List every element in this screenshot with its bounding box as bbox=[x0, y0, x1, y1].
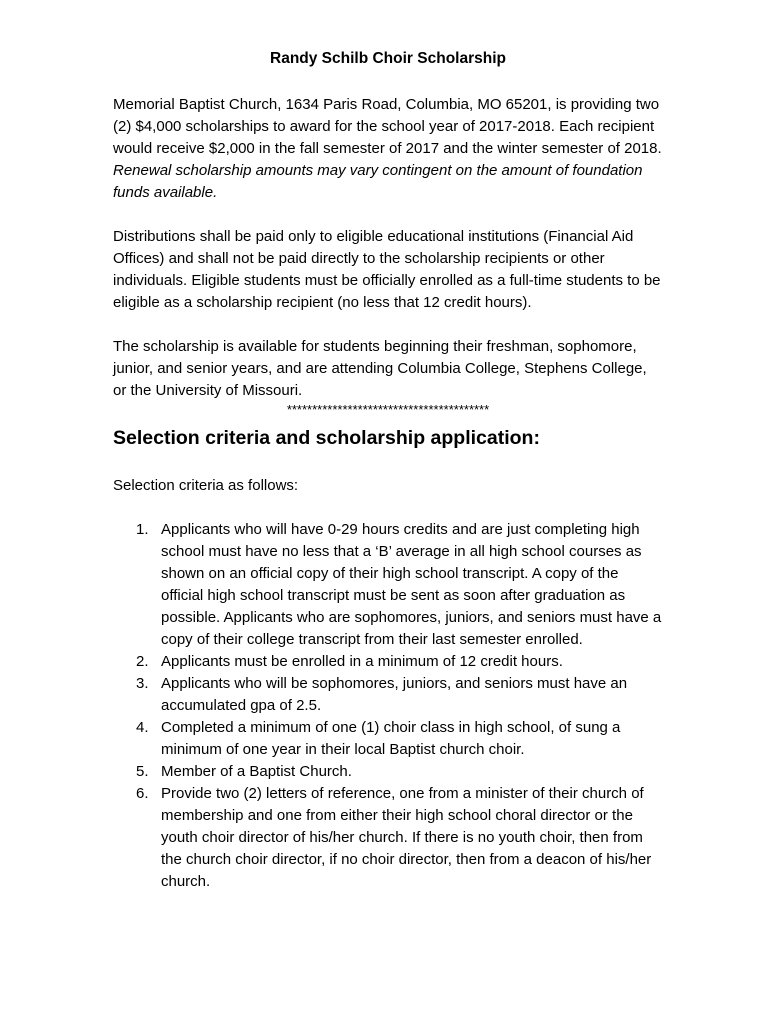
criteria-list bbox=[113, 519, 663, 893]
criteria-item bbox=[113, 783, 663, 893]
criteria-number: 3. bbox=[136, 675, 149, 692]
criteria-item bbox=[113, 651, 663, 673]
criteria-intro: Selection criteria as follows: bbox=[113, 477, 299, 494]
intro-text: Memorial Baptist Church, 1634 Paris Road, Columbia, MO 65201, is providing two (2) $4,000 scholarships to award for the school year of 2017-2018. Each recipient would receive $2,000 in the fall semester of 2017 and the winter semester of 2018. bbox=[113, 96, 662, 157]
separator-line: **************************************** bbox=[286, 402, 490, 417]
intro-paragraph bbox=[113, 94, 663, 204]
distributions-paragraph: Distributions shall be paid only to eligible educational institutions (Financial Aid Offices) and shall not be paid directly to the scholarship recipients or other individuals. Eligible students must be officially enrolled as a full-time students to be eligible as a scholarship recipient (no less that 12 credit hours). bbox=[113, 228, 661, 311]
criteria-text: Applicants must be enrolled in a minimum of 12 credit hours. bbox=[161, 653, 563, 670]
document-title: Randy Schilb Choir Scholarship bbox=[270, 50, 506, 67]
criteria-text: Member of a Baptist Church. bbox=[161, 763, 352, 780]
criteria-number: 4. bbox=[136, 719, 149, 736]
intro-italic-note: Renewal scholarship amounts may vary contingent on the amount of foundation funds available. bbox=[113, 162, 643, 201]
criteria-item bbox=[113, 761, 663, 783]
criteria-number: 1. bbox=[136, 521, 149, 538]
criteria-text: Completed a minimum of one (1) choir class in high school, of sung a minimum of one year in their local Baptist church choir. bbox=[161, 719, 621, 758]
criteria-number: 6. bbox=[136, 785, 149, 802]
criteria-number: 2. bbox=[136, 653, 149, 670]
criteria-text: Applicants who will have 0-29 hours credits and are just completing high school must have no less that a ‘B’ average in all high school courses as shown on an official copy of their high school transcript. A copy of the official high school transcript must be sent as soon after graduation as possible. Applicants who are sophomores, juniors, and seniors must have a copy of their college transcript from their last semester enrolled. bbox=[161, 521, 662, 648]
document-page bbox=[113, 48, 663, 893]
section-heading: Selection criteria and scholarship application: bbox=[113, 427, 540, 449]
criteria-item bbox=[113, 673, 663, 717]
criteria-text: Applicants who will be sophomores, juniors, and seniors must have an accumulated gpa of 2.5. bbox=[161, 675, 628, 714]
criteria-item bbox=[113, 717, 663, 761]
availability-paragraph: The scholarship is available for students beginning their freshman, sophomore, junior, and senior years, and are attending Columbia College, Stephens College, or the University of Missouri. bbox=[113, 338, 647, 399]
criteria-item bbox=[113, 519, 663, 651]
criteria-text: Provide two (2) letters of reference, one from a minister of their church of membership and one from either their high school choral director or the youth choir director of his/her church. If there is no youth choir, then from the church choir director, if no choir director, then from a deacon of his/her church. bbox=[161, 785, 652, 890]
criteria-number: 5. bbox=[136, 763, 149, 780]
